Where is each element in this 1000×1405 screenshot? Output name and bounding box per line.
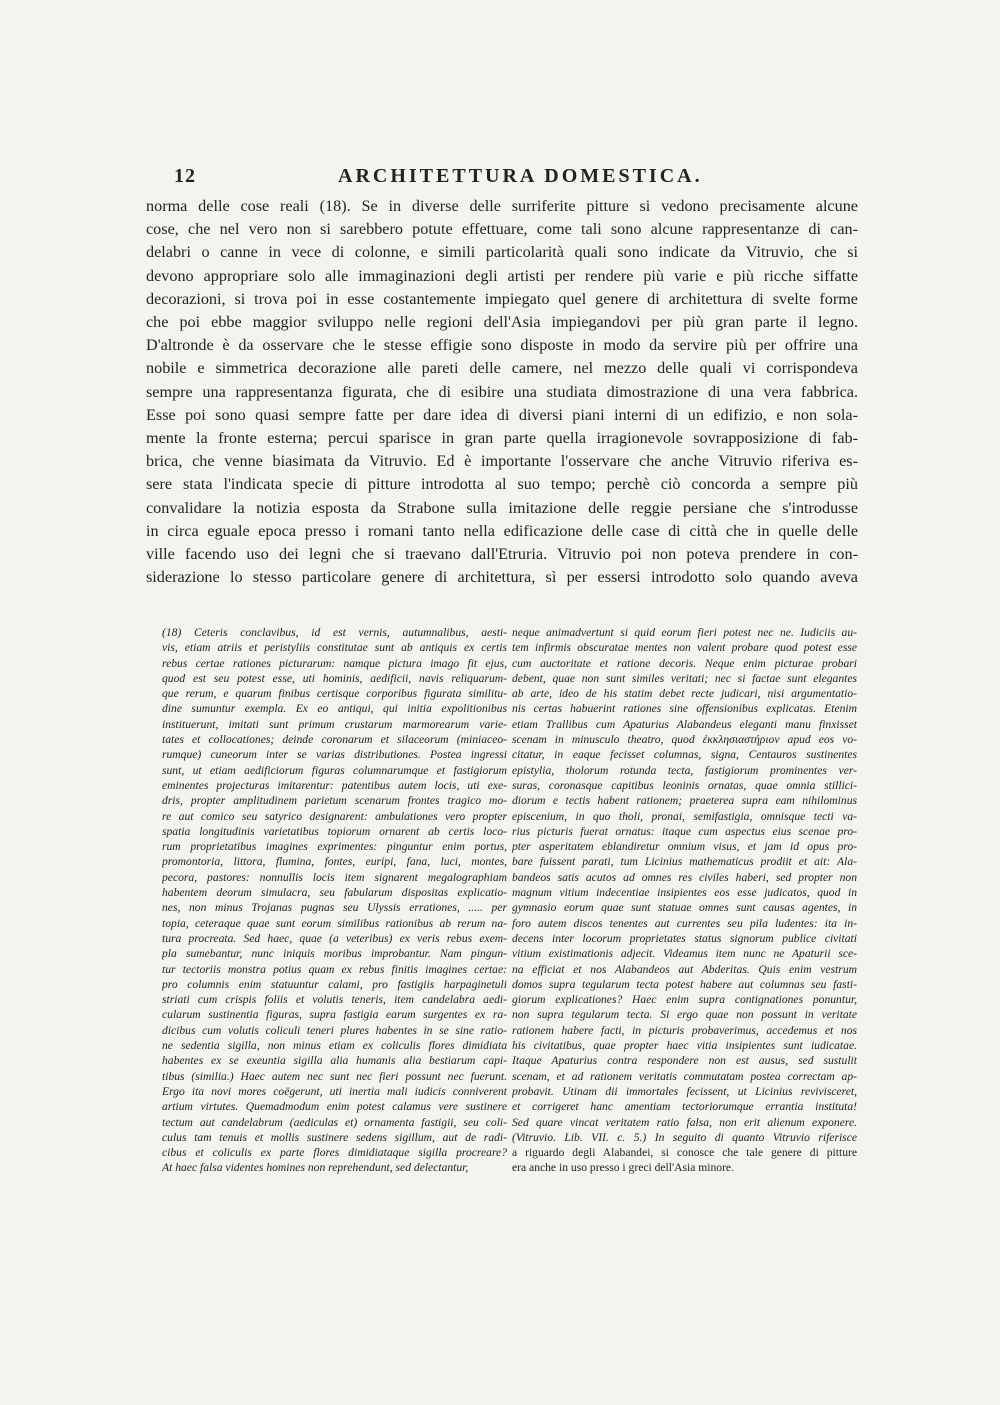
text-line: nobile e simmetrica decorazione alle pareti delle camere, nel mezzo delle quali vi corrispondeva [146, 359, 858, 378]
footnote-line: debent, quae non sunt similes veritati; nec si factae sunt elegantes [512, 671, 857, 685]
footnote-line: re aut comico seu satyrico designarent: ambulationes vero propter [162, 809, 507, 823]
footnote-line: nes, non minus Trojanas pugnas seu Ulyssis errationes, ..... per [162, 901, 507, 915]
footnote-line: probavit. Utinam dii immortales fecissent, ut Licinius revivisceret, [512, 1084, 857, 1098]
text-line: delabri o canne in vece di colonne, e simili particolarità quali sono indicate da Vitruvio, che si [146, 243, 858, 262]
footnote-line: artium virtutes. Quemadmodum enim potest calamus vere sustinere [162, 1100, 507, 1114]
footnote-line: diorum e tectis habent rationem; praeterea supra eam nihilominus [512, 794, 857, 808]
text-line: convalidare la notizia esposta da Strabone sulla imitazione delle reggie persiane che s'introdusse [146, 498, 858, 517]
footnote-line: neque animadvertunt si quid eorum fieri potest nec ne. Iudiciis au- [512, 626, 857, 639]
text-line: mente la fronte esterna; percui sparisce in gran parte quella irragionevole sovrapposizione di fab- [146, 429, 858, 448]
footnote-line: vis, etiam atriis et peristyliis constitutae sunt ab antiquis ex certis [162, 641, 507, 655]
text-line: sere stata l'indicata specie di pitture introdotta al suo tempo; perchè ciò concorda a sempre più [146, 475, 858, 494]
footnote-line: culus tam tenuis et mollis sustinere sedens sigillum, aut de radi- [162, 1130, 507, 1144]
footnote-line: (18) Ceteris conclavibus, id est vernis, autumnalibus, aesti- [162, 626, 507, 639]
footnote-line: que rerum, e quarum finibus certisque corporibus figurata similitu- [162, 687, 507, 701]
footnote-line: Ergo ita novi mores coëgerunt, uti inertia mali iudicis conniverent [162, 1084, 507, 1098]
footnote-line: decens inter locorum proprietates status signorum publice civitati [512, 931, 857, 945]
footnote-line: his civitatibus, quae propter haec vitia insipientes sunt iudicatae. [512, 1039, 857, 1053]
footnote-line: habentes ex se exeuntia sigilla alia humanis alia bestiarum capi- [162, 1054, 507, 1068]
text-line: devono appropriare solo alle immaginazioni degli artisti per rendere più varie e più ricche siffatte [146, 266, 858, 285]
footnote-line: pter asperitatem eblandiretur omnium visus, et jam id opus pro- [512, 840, 857, 854]
footnote-line: gymnasio eorum quae sunt statuae omnes sunt causas agentes, in [512, 901, 857, 915]
footnote-line: tectum aut candelabrum (aediculas et) ornamenta fastigii, seu coli- [162, 1115, 507, 1129]
text-line: norma delle cose reali (18). Se in diverse delle surriferite pitture si vedono precisamente alcune [146, 197, 858, 215]
footnote-line: quod est seu potest esse, uti hominis, aedificii, navis reliquarum- [162, 671, 507, 685]
footnote-line: scenam in minusculo theatro, quod ἐκκλησιαστήριον apud eos vo- [512, 733, 857, 747]
footnote-line: rebus certae rationes picturarum: namque pictura imago fit ejus, [162, 656, 507, 670]
footnote-line: habentem deorum simulacra, seu fabularum dispositas explicatio- [162, 886, 507, 900]
footnote-line: na efficiat et nos Alabandeos aut Abderitas. Quis enim vestrum [512, 962, 857, 976]
footnote-line: cularum sustinentia figuras, supra fastigia earum surgentes ex ra- [162, 1008, 507, 1022]
page-header [174, 165, 844, 193]
footnote-line: pla sumebantur, nunc iniquis moribus improbantur. Nam pingun- [162, 947, 507, 961]
text-line: in circa eguale epoca presso i romani tanto nella edificazione delle case di città che in quelle delle [146, 521, 858, 540]
footnote-line: promontoria, littora, flumina, fontes, euripi, fana, luci, montes, [162, 855, 507, 869]
footnote-line: foro autem discos tenentes aut currentes seu pila ludentes: ita in- [512, 916, 857, 930]
footnote-line: Itaque Apaturius contra respondere non est ausus, sed sustulit [512, 1054, 857, 1068]
text-line: Esse poi sono quasi sempre fatte per dare idea di diversi piani interni di un edifizio, e non sola- [146, 405, 858, 424]
footnote-line: magnum vitium indecentiae insipientes eos esse judicatos, quod in [512, 886, 857, 900]
footnote-line: cum auctoritate et ratione decoris. Neque enim picturae probari [512, 656, 857, 670]
footnote-line: dicibus cum volutis coliculi teneri plures habentes in se sine ratio- [162, 1023, 507, 1037]
footnote-line: tem infirmis obscuratae mentes non valent probare quod potest esse [512, 641, 857, 655]
footnote-line: tates et collocationes; deinde coronarum et silaceorum (miniaceo- [162, 733, 507, 747]
footnote-line: dris, propter amplitudinem parietum scenarum frontes tragico mo- [162, 794, 507, 808]
footnote-line: eminentes projecturas imitarentur: patentibus autem locis, uti exe- [162, 778, 507, 792]
text-line: cose, che nel vero non si sarebbero potute effettuare, come tali sono alcune rappresentanze di can- [146, 220, 858, 239]
footnote-line: bandeos satis acutos ad omnes res civiles haberi, sed propter non [512, 870, 857, 884]
footnote-line: ne sedentia sigilla, non minus etiam ex coliculis flores dimidiata [162, 1039, 507, 1053]
footnote-line: Sed quare vincat veritatem ratio falsa, non erit alienum exponere. [512, 1115, 857, 1129]
footnote-line: citatur, in eaque fecisset columnas, signa, Centauros sustinentes [512, 748, 857, 762]
footnote-line: rumque) cuneorum inter se varias distributiones. Postea ingressi [162, 748, 507, 762]
footnote-line: rum proprietatibus imagines exprimentes: pinguntur enim portus, [162, 840, 507, 854]
footnote-column-left [162, 625, 507, 1176]
text-line: che poi ebbe maggior sviluppo nelle regioni dell'Asia impiegandovi per più gran parte il legno. [146, 313, 858, 332]
text-line: brica, che venne biasimata da Vitruvio. Ed è importante l'osservare che anche Vitruvio riferiva es- [146, 452, 858, 471]
footnote-line: At haec falsa videntes homines non reprehendunt, sed delectantur, [162, 1161, 469, 1175]
footnote-line: tura procreata. Sed haec, quae (a veteribus) ex veris rebus exem- [162, 931, 507, 945]
footnote-line: ab arte, ideo de his statim debet recte judicari, nisi argumentatio- [512, 687, 857, 701]
footnote-line: instituerunt, imitati sunt primum crustarum marmorearum varie- [162, 717, 507, 731]
footnote-line: domos supra tegularum tecta potest habere aut columnas seu fasti- [512, 977, 857, 991]
main-text [146, 195, 858, 589]
footnote-line: rationem habere facti, in picturis probaverimus, accedemus et nos [512, 1023, 857, 1037]
footnote-line: cibus et coliculis ex parte flores dimidiataque sigilla procreare? [162, 1146, 507, 1160]
footnote-line: pecora, pastores: nonnullis locis item signarent megalographiam [162, 870, 507, 884]
text-line: decorazioni, si trova poi in esse costantemente impiegato quel genere di architettura di svelte forme [146, 289, 858, 308]
footnote-line: non supra tegularum tecta. Si ergo quae non possunt in veritate [512, 1008, 857, 1022]
footnote-line: tur tectoriis monstra potius quam ex rebus finitis imagines certae: [162, 962, 507, 976]
footnote-line: pro columnis enim statuuntur calami, pro fastigiis harpaginetuli [162, 977, 507, 991]
footnote-line: (Vitruvio. Lib. VII. c. 5.) In seguito di quanto Vitruvio riferisce [512, 1130, 857, 1144]
footnote-line: sunt, ut etiam aedificiorum figuras columnarumque et fastigiorum [162, 763, 507, 777]
page-number: 12 [174, 165, 196, 187]
footnote-line: episcenium, in quo tholi, pronai, semifastigia, omnisque tecti va- [512, 809, 857, 823]
footnote-line: era anche in uso presso i greci dell'Asia minore. [512, 1161, 734, 1175]
footnote-line: striati cum crispis foliis et volutis teneris, item candelabra aedi- [162, 993, 507, 1007]
footnote-line: et corrigeret hanc amentiam tectoriorumque errantia instituta! [512, 1100, 857, 1114]
text-line: D'altronde è da osservare che le stesse effigie sono disposte in modo da servire più per offrire una [146, 336, 858, 355]
text-line: ville facendo uso dei legni che si traevano dall'Etruria. Vitruvio poi non poteva prendere in con- [146, 545, 858, 564]
footnote-line: rius picturis fuerat ornatus: itaque cum aspectus eius scenae pro- [512, 824, 857, 838]
text-line: siderazione lo stesso particolare genere di architettura, sì per essersi introdotto solo quando aveva [146, 568, 858, 587]
footnote-line: scenam, et ad rationem veritatis commutatam postea correctam ap- [512, 1069, 857, 1083]
footnote-column-right [512, 625, 857, 1176]
footnote-line: dine sumuntur exempla. Ex eo antiqui, qui initia expolitionibus [162, 702, 507, 716]
footnote-line: tibus (similia.) Haec autem nec sunt nec fieri possunt nec fuerunt. [162, 1069, 507, 1083]
footnote-line: spatia longitudinis varietatibus topiorum ornarent ab certis loco- [162, 824, 507, 838]
footnote-line: giorum explicationes? Haec enim supra contignationes ponuntur, [512, 993, 857, 1007]
footnote-line: vitium existimationis adjecit. Videamus item nunc ne Apaturii sce- [512, 947, 857, 961]
footnote-line: epistylia, tholorum rotunda tecta, fastigiorum prominentes ver- [512, 763, 857, 777]
text-line: sempre una rappresentanza figurata, che di esibire una studiata dimostrazione di una vera fabbrica. [146, 382, 858, 401]
footnote-line: a riguardo degli Alabandei, si conosce che tale genere di pitture [512, 1146, 857, 1160]
footnote-line: suras, coronasque capitibus leoninis ornatas, quae omnia stillici- [512, 778, 857, 792]
running-title: ARCHITETTURA DOMESTICA. [338, 165, 703, 187]
footnote-line: topia, ceteraque quae sunt eorum similibus rationibus ab rerum na- [162, 916, 507, 930]
footnote-line: bare fuissent parati, tum Licinius mathematicus prodiit et ait: Ala- [512, 855, 857, 869]
footnote-line: etiam Trallibus cum Apaturius Alabandeus eleganti manu finxisset [512, 717, 857, 731]
footnote-line: nis certas habuerint rationes sine offensionibus explicatas. Etenim [512, 702, 857, 716]
